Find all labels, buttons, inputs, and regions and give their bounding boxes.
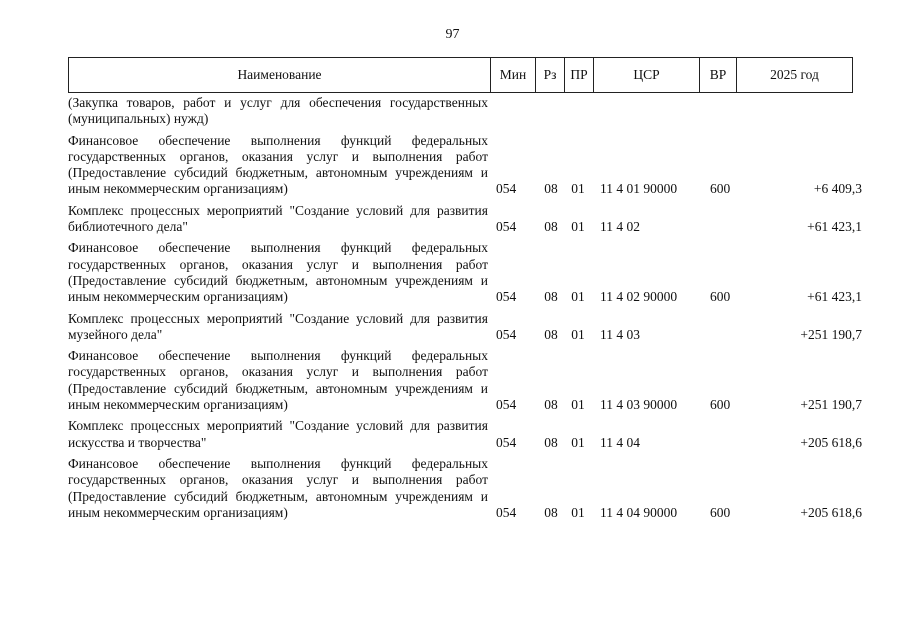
- row-pr: 01: [571, 219, 585, 235]
- table-header: [68, 57, 853, 93]
- row-pr: 01: [571, 289, 585, 305]
- row-name: Финансовое обеспечение выполнения функций федеральных государственных органов, оказания услуг и выполнения работ (Предоставление субсидий бюджетным, автономным учреждениям и иным некоммерческим организациям): [68, 348, 488, 413]
- header-rz: Рз: [536, 58, 565, 93]
- row-sum: +251 190,7: [800, 326, 862, 342]
- row-csr: 11 4 02 90000: [600, 289, 678, 305]
- header-pr: ПР: [565, 58, 594, 93]
- row-min: 054: [496, 434, 517, 450]
- header-min: Мин: [491, 58, 536, 93]
- row-vr: 600: [710, 289, 731, 305]
- row-rz: 08: [544, 219, 558, 235]
- row-min: 054: [496, 504, 517, 520]
- row-sum: +61 423,1: [807, 219, 862, 235]
- table-row: [68, 202, 862, 236]
- table-row: [68, 455, 862, 521]
- row-min: 054: [496, 397, 517, 413]
- row-min: 054: [496, 289, 517, 305]
- page-number: 97: [445, 27, 460, 42]
- row-name: Комплекс процессных мероприятий "Создание условий для развития искусства и творчества": [68, 418, 488, 450]
- row-csr: 11 4 03 90000: [600, 397, 678, 413]
- row-pr: 01: [571, 326, 585, 342]
- row-sum: +205 618,6: [800, 504, 862, 520]
- row-sum: +6 409,3: [813, 181, 862, 197]
- row-min: 054: [496, 219, 517, 235]
- row-csr: 11 4 04 90000: [600, 504, 678, 520]
- row-min: 054: [496, 181, 517, 197]
- row-name: (Закупка товаров, работ и услуг для обеспечения государственных (муниципальных) нужд): [68, 95, 488, 127]
- row-csr: 11 4 04: [600, 434, 640, 450]
- row-name: Финансовое обеспечение выполнения функций федеральных государственных органов, оказания услуг и выполнения работ (Предоставление субсидий бюджетным, автономным учреждениям и иным некоммерческим организациям): [68, 455, 488, 520]
- row-pr: 01: [571, 181, 585, 197]
- row-name: Комплекс процессных мероприятий "Создание условий для развития музейного дела": [68, 310, 488, 342]
- row-sum: +205 618,6: [800, 434, 862, 450]
- row-rz: 08: [544, 326, 558, 342]
- table-row: [68, 348, 862, 413]
- row-name: Комплекс процессных мероприятий "Создание условий для развития библиотечного дела": [68, 202, 488, 235]
- table-row: [68, 310, 862, 344]
- row-pr: 01: [571, 397, 585, 413]
- row-vr: 600: [710, 397, 731, 413]
- table-row: [68, 95, 852, 128]
- row-rz: 08: [544, 181, 558, 197]
- row-vr: 600: [710, 181, 731, 197]
- header-name: Наименование: [69, 58, 491, 93]
- row-csr: 11 4 03: [600, 326, 640, 342]
- table-body: [68, 95, 862, 526]
- row-sum: +61 423,1: [807, 289, 862, 305]
- row-rz: 08: [544, 504, 558, 520]
- row-pr: 01: [571, 504, 585, 520]
- header-year: 2025 год: [737, 58, 853, 93]
- row-name: Финансовое обеспечение выполнения функций федеральных государственных органов, оказания услуг и выполнения работ (Предоставление субсидий бюджетным, автономным учреждениям и иным некоммерческим организациям): [68, 240, 488, 305]
- row-vr: 600: [710, 504, 731, 520]
- row-rz: 08: [544, 434, 558, 450]
- row-csr: 11 4 01 90000: [600, 181, 678, 197]
- row-csr: 11 4 02: [600, 219, 640, 235]
- row-pr: 01: [571, 434, 585, 450]
- header-csr: ЦСР: [594, 58, 700, 93]
- table-row: [68, 132, 862, 198]
- row-min: 054: [496, 326, 517, 342]
- row-rz: 08: [544, 397, 558, 413]
- table-row: [68, 418, 862, 451]
- table-row: [68, 240, 862, 305]
- row-rz: 08: [544, 289, 558, 305]
- row-sum: +251 190,7: [800, 397, 862, 413]
- row-name: Финансовое обеспечение выполнения функций федеральных государственных органов, оказания услуг и выполнения работ (Предоставление субсидий бюджетным, автономным учреждениям и иным некоммерческим организациям): [68, 132, 488, 197]
- header-vr: ВР: [700, 58, 737, 93]
